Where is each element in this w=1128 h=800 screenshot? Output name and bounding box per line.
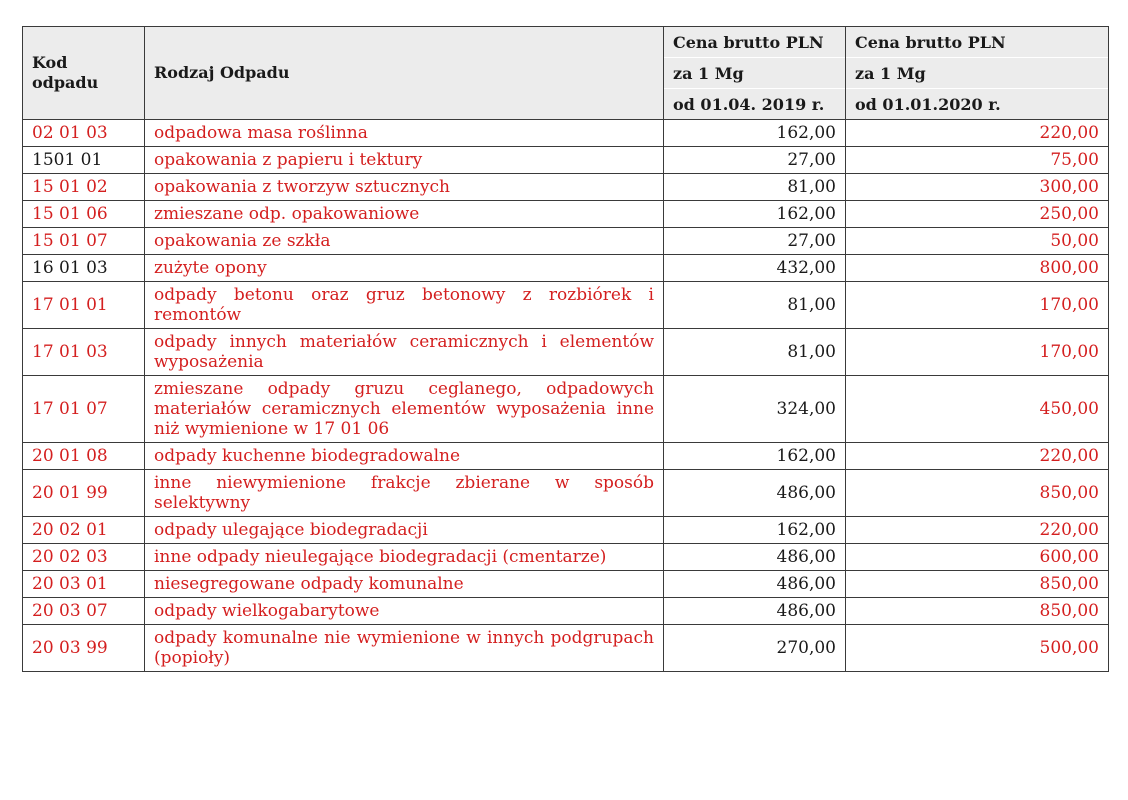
- waste-type-cell: niesegregowane odpady komunalne: [145, 571, 664, 598]
- waste-type-cell: odpady komunalne nie wymienione w innych podgrupach (popioły): [145, 625, 664, 672]
- header-price-2019: [664, 27, 846, 120]
- waste-code-cell: 20 02 03: [23, 544, 145, 571]
- waste-code-cell: 20 01 08: [23, 443, 145, 470]
- price-2020-cell: 50,00: [846, 228, 1109, 255]
- waste-type-cell: odpady ulegające biodegradacji: [145, 517, 664, 544]
- waste-code-cell: 16 01 03: [23, 255, 145, 282]
- price-2020-cell: 300,00: [846, 174, 1109, 201]
- waste-type-cell: opakowania z tworzyw sztucznych: [145, 174, 664, 201]
- table-row: [23, 228, 1109, 255]
- price-2019-cell: 486,00: [664, 470, 846, 517]
- table-row: [23, 571, 1109, 598]
- table-row: [23, 470, 1109, 517]
- waste-code-cell: 02 01 03: [23, 120, 145, 147]
- price-2020-cell: 75,00: [846, 147, 1109, 174]
- table-row: [23, 282, 1109, 329]
- header-price-2020: [846, 27, 1109, 120]
- table-row: [23, 544, 1109, 571]
- waste-type-cell: inne niewymienione frakcje zbierane w sposób selektywny: [145, 470, 664, 517]
- waste-code-cell: 20 01 99: [23, 470, 145, 517]
- waste-code-cell: 17 01 01: [23, 282, 145, 329]
- waste-code-cell: 20 02 01: [23, 517, 145, 544]
- waste-type-cell: odpadowa masa roślinna: [145, 120, 664, 147]
- price-2020-cell: 220,00: [846, 120, 1109, 147]
- waste-price-table: [22, 26, 1109, 672]
- price-2020-cell: 170,00: [846, 329, 1109, 376]
- price-2019-cell: 486,00: [664, 598, 846, 625]
- table-row: [23, 376, 1109, 443]
- table-row: [23, 174, 1109, 201]
- waste-type-cell: opakowania ze szkła: [145, 228, 664, 255]
- table-row: [23, 255, 1109, 282]
- price-2019-cell: 162,00: [664, 443, 846, 470]
- price-2020-cell: 600,00: [846, 544, 1109, 571]
- price-2020-cell: 450,00: [846, 376, 1109, 443]
- price-2019-cell: 486,00: [664, 544, 846, 571]
- waste-type-cell: zmieszane odpady gruzu ceglanego, odpadowych materiałów ceramicznych elementów wyposażenia inne niż wymienione w 17 01 06: [145, 376, 664, 443]
- price-2019-cell: 162,00: [664, 517, 846, 544]
- price-2019-cell: 270,00: [664, 625, 846, 672]
- price-2019-cell: 162,00: [664, 201, 846, 228]
- waste-code-cell: 20 03 01: [23, 571, 145, 598]
- header-price-2020-line-1: Cena brutto PLN: [855, 33, 1006, 52]
- table-row: [23, 147, 1109, 174]
- price-2019-cell: 81,00: [664, 174, 846, 201]
- waste-type-cell: odpady kuchenne biodegradowalne: [145, 443, 664, 470]
- price-2020-cell: 850,00: [846, 598, 1109, 625]
- waste-type-cell: zużyte opony: [145, 255, 664, 282]
- header-price-2019-line-1: Cena brutto PLN: [673, 33, 824, 52]
- waste-type-cell: odpady betonu oraz gruz betonowy z rozbiórek i remontów: [145, 282, 664, 329]
- table-row: [23, 517, 1109, 544]
- header-price-2019-line-2: za 1 Mg: [664, 57, 845, 88]
- price-2019-cell: 81,00: [664, 282, 846, 329]
- waste-code-cell: 20 03 07: [23, 598, 145, 625]
- price-2019-cell: 27,00: [664, 147, 846, 174]
- waste-code-cell: 17 01 03: [23, 329, 145, 376]
- table-row: [23, 598, 1109, 625]
- price-2019-cell: 486,00: [664, 571, 846, 598]
- price-2019-cell: 324,00: [664, 376, 846, 443]
- table-row: [23, 120, 1109, 147]
- price-2020-cell: 500,00: [846, 625, 1109, 672]
- header-price-2019-line-3: od 01.04. 2019 r.: [664, 88, 845, 119]
- waste-code-cell: 17 01 07: [23, 376, 145, 443]
- price-2020-cell: 850,00: [846, 571, 1109, 598]
- table-row: [23, 443, 1109, 470]
- header-code: Kod odpadu: [23, 27, 145, 120]
- price-2019-cell: 432,00: [664, 255, 846, 282]
- price-2020-cell: 170,00: [846, 282, 1109, 329]
- waste-code-cell: 15 01 02: [23, 174, 145, 201]
- header-price-2020-line-2: za 1 Mg: [846, 57, 1108, 88]
- table-row: [23, 201, 1109, 228]
- price-2020-cell: 250,00: [846, 201, 1109, 228]
- table-row: [23, 625, 1109, 672]
- waste-code-cell: 1501 01: [23, 147, 145, 174]
- header-type: Rodzaj Odpadu: [145, 27, 664, 120]
- waste-type-cell: opakowania z papieru i tektury: [145, 147, 664, 174]
- header-row: [23, 27, 1109, 120]
- waste-code-cell: 20 03 99: [23, 625, 145, 672]
- price-2020-cell: 220,00: [846, 517, 1109, 544]
- waste-type-cell: inne odpady nieulegające biodegradacji (cmentarze): [145, 544, 664, 571]
- price-2019-cell: 162,00: [664, 120, 846, 147]
- waste-type-cell: odpady wielkogabarytowe: [145, 598, 664, 625]
- waste-code-cell: 15 01 07: [23, 228, 145, 255]
- waste-type-cell: zmieszane odp. opakowaniowe: [145, 201, 664, 228]
- waste-code-cell: 15 01 06: [23, 201, 145, 228]
- waste-type-cell: odpady innych materiałów ceramicznych i elementów wyposażenia: [145, 329, 664, 376]
- header-price-2020-line-3: od 01.01.2020 r.: [846, 88, 1108, 119]
- price-2019-cell: 81,00: [664, 329, 846, 376]
- price-2020-cell: 850,00: [846, 470, 1109, 517]
- table-row: [23, 329, 1109, 376]
- price-2020-cell: 220,00: [846, 443, 1109, 470]
- price-2020-cell: 800,00: [846, 255, 1109, 282]
- price-2019-cell: 27,00: [664, 228, 846, 255]
